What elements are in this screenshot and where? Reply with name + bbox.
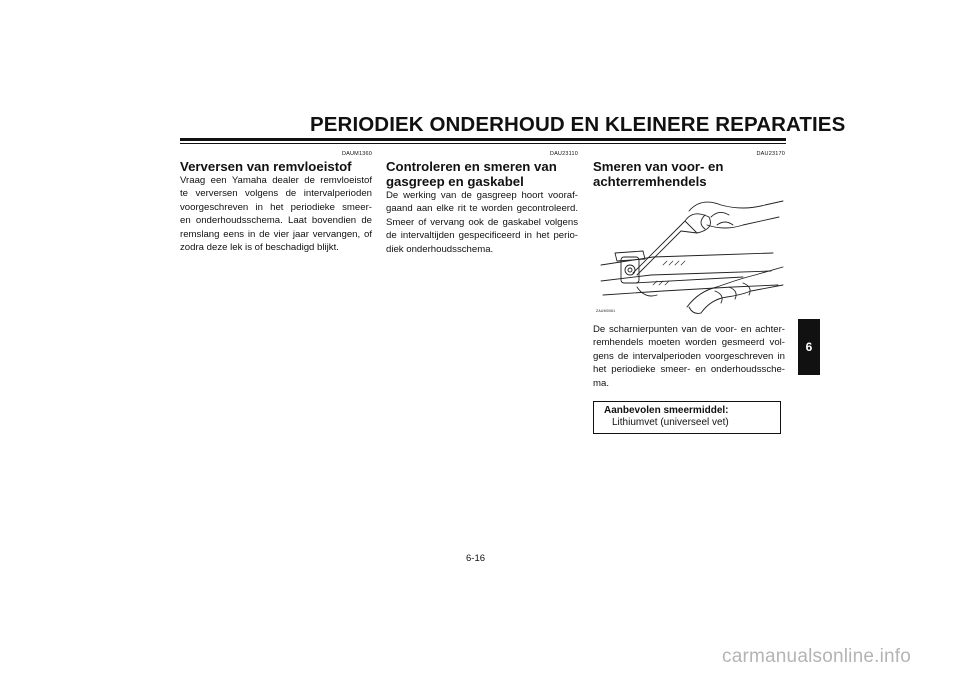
lever-lubrication-drawing: [593, 195, 785, 323]
section-brake-fluid: [180, 150, 372, 254]
figure-code: ZAUM0061: [596, 309, 616, 313]
lubricant-title: Aanbevolen smeermiddel:: [604, 405, 729, 417]
body-line: Vraag een Yamaha dealer de remvloeistof: [180, 175, 372, 186]
body-line: de intervaltijden gespecificeerd in het perio-: [386, 230, 578, 242]
body-line: De scharnierpunten van de voor- en achter-: [593, 324, 785, 335]
section-body: [593, 323, 785, 390]
body-line: het periodieke smeer- en onderhoudssche-: [593, 364, 785, 376]
body-line: remslang eens in de vier jaar vervangen, of: [180, 228, 372, 240]
section-code: DAUM1360: [341, 151, 372, 157]
section-body: [386, 189, 578, 256]
section-title-line: gasgreep en gaskabel: [386, 174, 524, 189]
section-throttle: [386, 150, 578, 256]
body-line: Smeer of vervang ook de gaskabel volgens: [386, 216, 578, 228]
body-line: De werking van de gasgreep hoort vooraf-: [386, 190, 578, 201]
header-rule-thin: [180, 143, 786, 144]
body-line: gaand aan elke rit te worden gecontroleerd.: [386, 203, 578, 215]
lubricant-value: Lithiumvet (universeel vet): [612, 417, 729, 429]
body-line: te verversen volgens de intervalperioden: [180, 188, 372, 200]
section-title-line: Controleren en smeren van: [386, 159, 557, 174]
watermark: carmanualsonline.info: [722, 646, 912, 667]
body-line: zodra deze lek is of beschadigd blijkt.: [180, 242, 339, 254]
body-line: remhendels moeten worden gesmeerd vol-: [593, 337, 785, 349]
section-title: Verversen van remvloeistof: [180, 159, 352, 174]
section-code: DAU23170: [756, 151, 785, 157]
body-line: en onderhoudsschema. Laat bovendien de: [180, 215, 372, 227]
section-title: [593, 159, 785, 189]
body-line: gens de intervalperioden voorgeschreven in: [593, 350, 785, 362]
page-number: 6-16: [466, 553, 486, 564]
lubrication-illustration: [593, 195, 785, 323]
chapter-tab: 6: [798, 319, 820, 375]
body-line: ma.: [593, 377, 609, 389]
section-body: [180, 174, 372, 254]
section-title-line: Smeren van voor- en: [593, 159, 724, 174]
page-title: PERIODIEK ONDERHOUD EN KLEINERE REPARATIES: [310, 113, 846, 136]
body-line: voorgeschreven in het periodieke smeer-: [180, 201, 372, 213]
header-rule: [180, 138, 786, 141]
recommended-lubricant-box: [593, 401, 781, 434]
section-brake-levers: [593, 150, 785, 434]
body-line: diek onderhoudsschema.: [386, 243, 494, 255]
section-title: [386, 159, 578, 189]
section-code: DAU23110: [549, 151, 578, 157]
section-title-line: achterremhendels: [593, 174, 707, 189]
